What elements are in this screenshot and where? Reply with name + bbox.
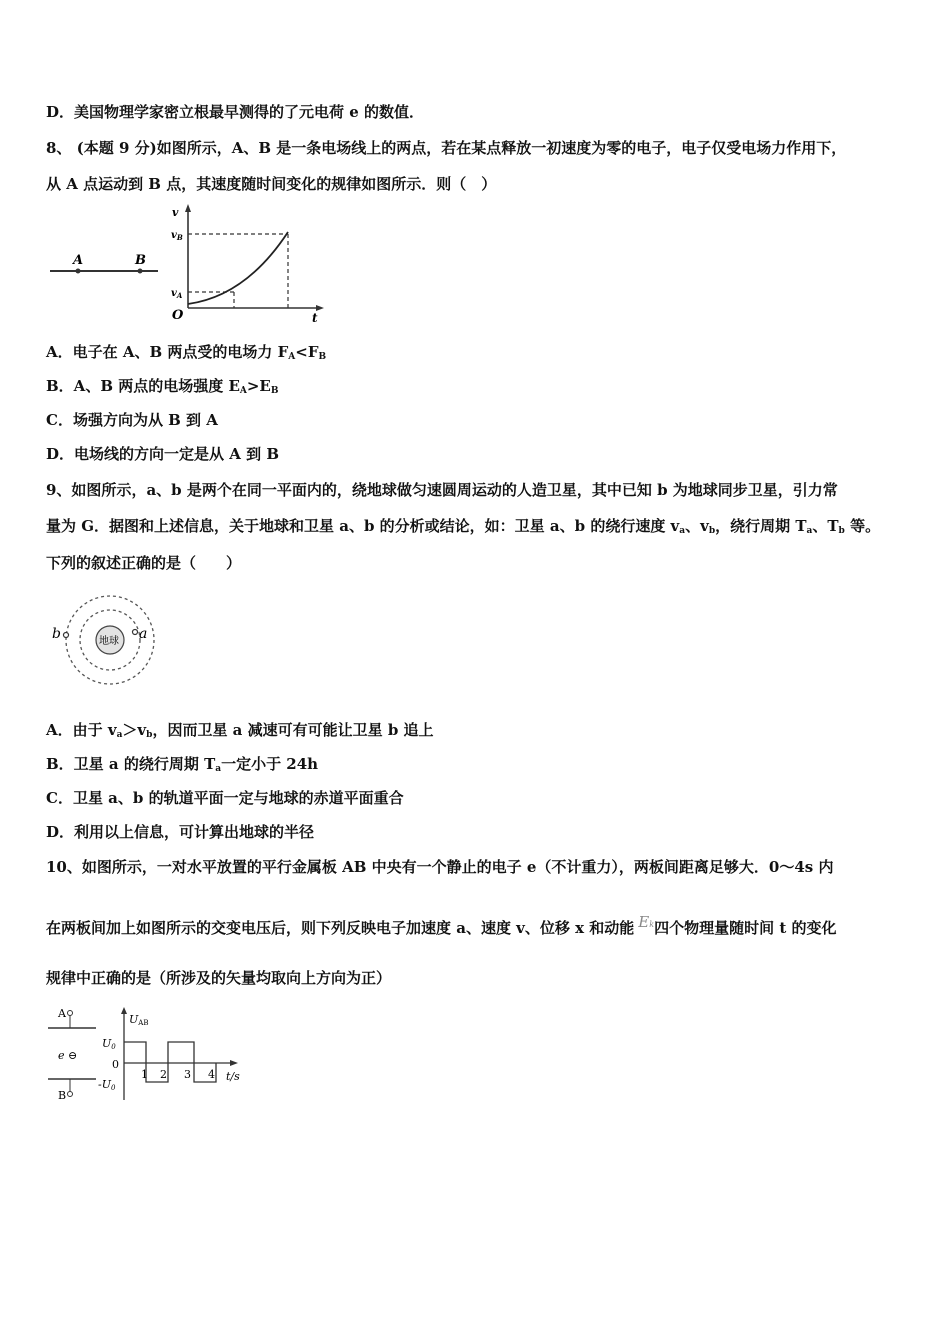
- vb-label: $v_B$: [171, 230, 183, 242]
- plate-a-label: A: [58, 1007, 66, 1020]
- va-label: $v_A$: [171, 288, 183, 300]
- point-b: [138, 269, 143, 274]
- q10-figure: [46, 1002, 256, 1107]
- label-b: b: [52, 626, 61, 642]
- q10-stem-line1: 10、如图所示，一对水平放置的平行金属板 AB 中央有一个静止的电子 e（不计重力），两板间距离足够大．0～4s 内: [46, 858, 834, 876]
- q9-stem-line3: 下列的叙述正确的是（ ）: [46, 554, 242, 572]
- satellite-a: [133, 630, 138, 635]
- t-axis-label: t/s: [226, 1070, 240, 1083]
- q10-stem-line3: 规律中正确的是（所涉及的矢量均取向上方向为正）: [46, 969, 392, 987]
- origin-label: O: [172, 308, 184, 323]
- label-a: a: [139, 626, 148, 642]
- label-a: A: [73, 253, 84, 268]
- plate-b-terminal: [68, 1092, 73, 1097]
- q8-stem-line1: 8、 (本题 9 分)如图所示，A、B 是一条电场线上的两点，若在某点释放一初速度为零的电子，电子仅受电场力作用下，: [46, 139, 847, 157]
- t-axis-label: t: [312, 311, 318, 325]
- q9-option-b: B．卫星 a 的绕行周期 $T_a$一定小于 24h: [46, 755, 319, 774]
- ek-symbol: Ek: [638, 913, 655, 931]
- point-a: [76, 269, 81, 274]
- q7-option-d: D．美国物理学家密立根最早测得的了元电荷 e 的数值．: [46, 103, 424, 121]
- q9-option-a: A．由于 $v_a>v_b$，因而卫星 a 减速可有可能让卫星 b 追上: [46, 721, 434, 740]
- tick-2: 2: [160, 1068, 167, 1081]
- tick-3: 3: [184, 1068, 191, 1081]
- electron-label: e ⊖: [58, 1049, 78, 1062]
- q8-stem-line2: 从 A 点运动到 B 点，其速度随时间变化的规律如图所示．则（ ）: [46, 175, 497, 193]
- velocity-curve: [188, 232, 288, 304]
- v-axis-label: v: [172, 206, 179, 219]
- q9-figure: [46, 590, 166, 690]
- zero-label: 0: [112, 1058, 119, 1071]
- q9-option-c: C．卫星 a、b 的轨道平面一定与地球的赤道平面重合: [46, 789, 404, 807]
- satellite-b: [64, 633, 69, 638]
- q8-option-d: D．电场线的方向一定是从 A 到 B: [46, 445, 279, 463]
- u-axis-arrow: [121, 1007, 127, 1014]
- tick-1: 1: [141, 1068, 148, 1081]
- q9-option-d: D．利用以上信息，可计算出地球的半径: [46, 823, 315, 841]
- tick-4: 4: [208, 1068, 215, 1081]
- q10-stem-line2: 在两板间加上如图所示的交变电压后，则下列反映电子加速度 a、速度 v、位移 x 和动能 Ek四个物理量随时间 t 的变化: [46, 913, 837, 937]
- u0-label: U0: [102, 1037, 116, 1051]
- q8-option-a: A．电子在 A、B 两点受的电场力 $F_A<F_B$: [46, 343, 327, 362]
- q9-stem-line2: 量为 G．据图和上述信息，关于地球和卫星 a、b 的分析或结论，如：卫星 a、b 的绕行速度 $v_a$、$v_b$，绕行周期 $T_a$、$T_b$ 等。: [46, 517, 881, 536]
- earth-label: 地球: [99, 636, 119, 647]
- q8-option-b: B．A、B 两点的电场强度 $E_A>E_B$: [46, 377, 279, 396]
- label-b: B: [135, 253, 146, 268]
- plate-a-terminal: [68, 1011, 73, 1016]
- v-axis-arrow: [185, 204, 191, 212]
- voltage-waveform: [124, 1042, 216, 1082]
- q9-stem-line1: 9、如图所示，a、b 是两个在同一平面内的，绕地球做匀速圆周运动的人造卫星，其中已知 b 为地球同步卫星，引力常: [46, 481, 838, 499]
- neg-u0-label: -U0: [98, 1078, 116, 1092]
- t-axis-arrow: [230, 1060, 238, 1066]
- q8-option-c: C．场强方向为从 B 到 A: [46, 411, 218, 429]
- q8-figure: [46, 200, 346, 325]
- u-axis-label: UAB: [129, 1013, 149, 1027]
- plate-b-label: B: [58, 1089, 67, 1102]
